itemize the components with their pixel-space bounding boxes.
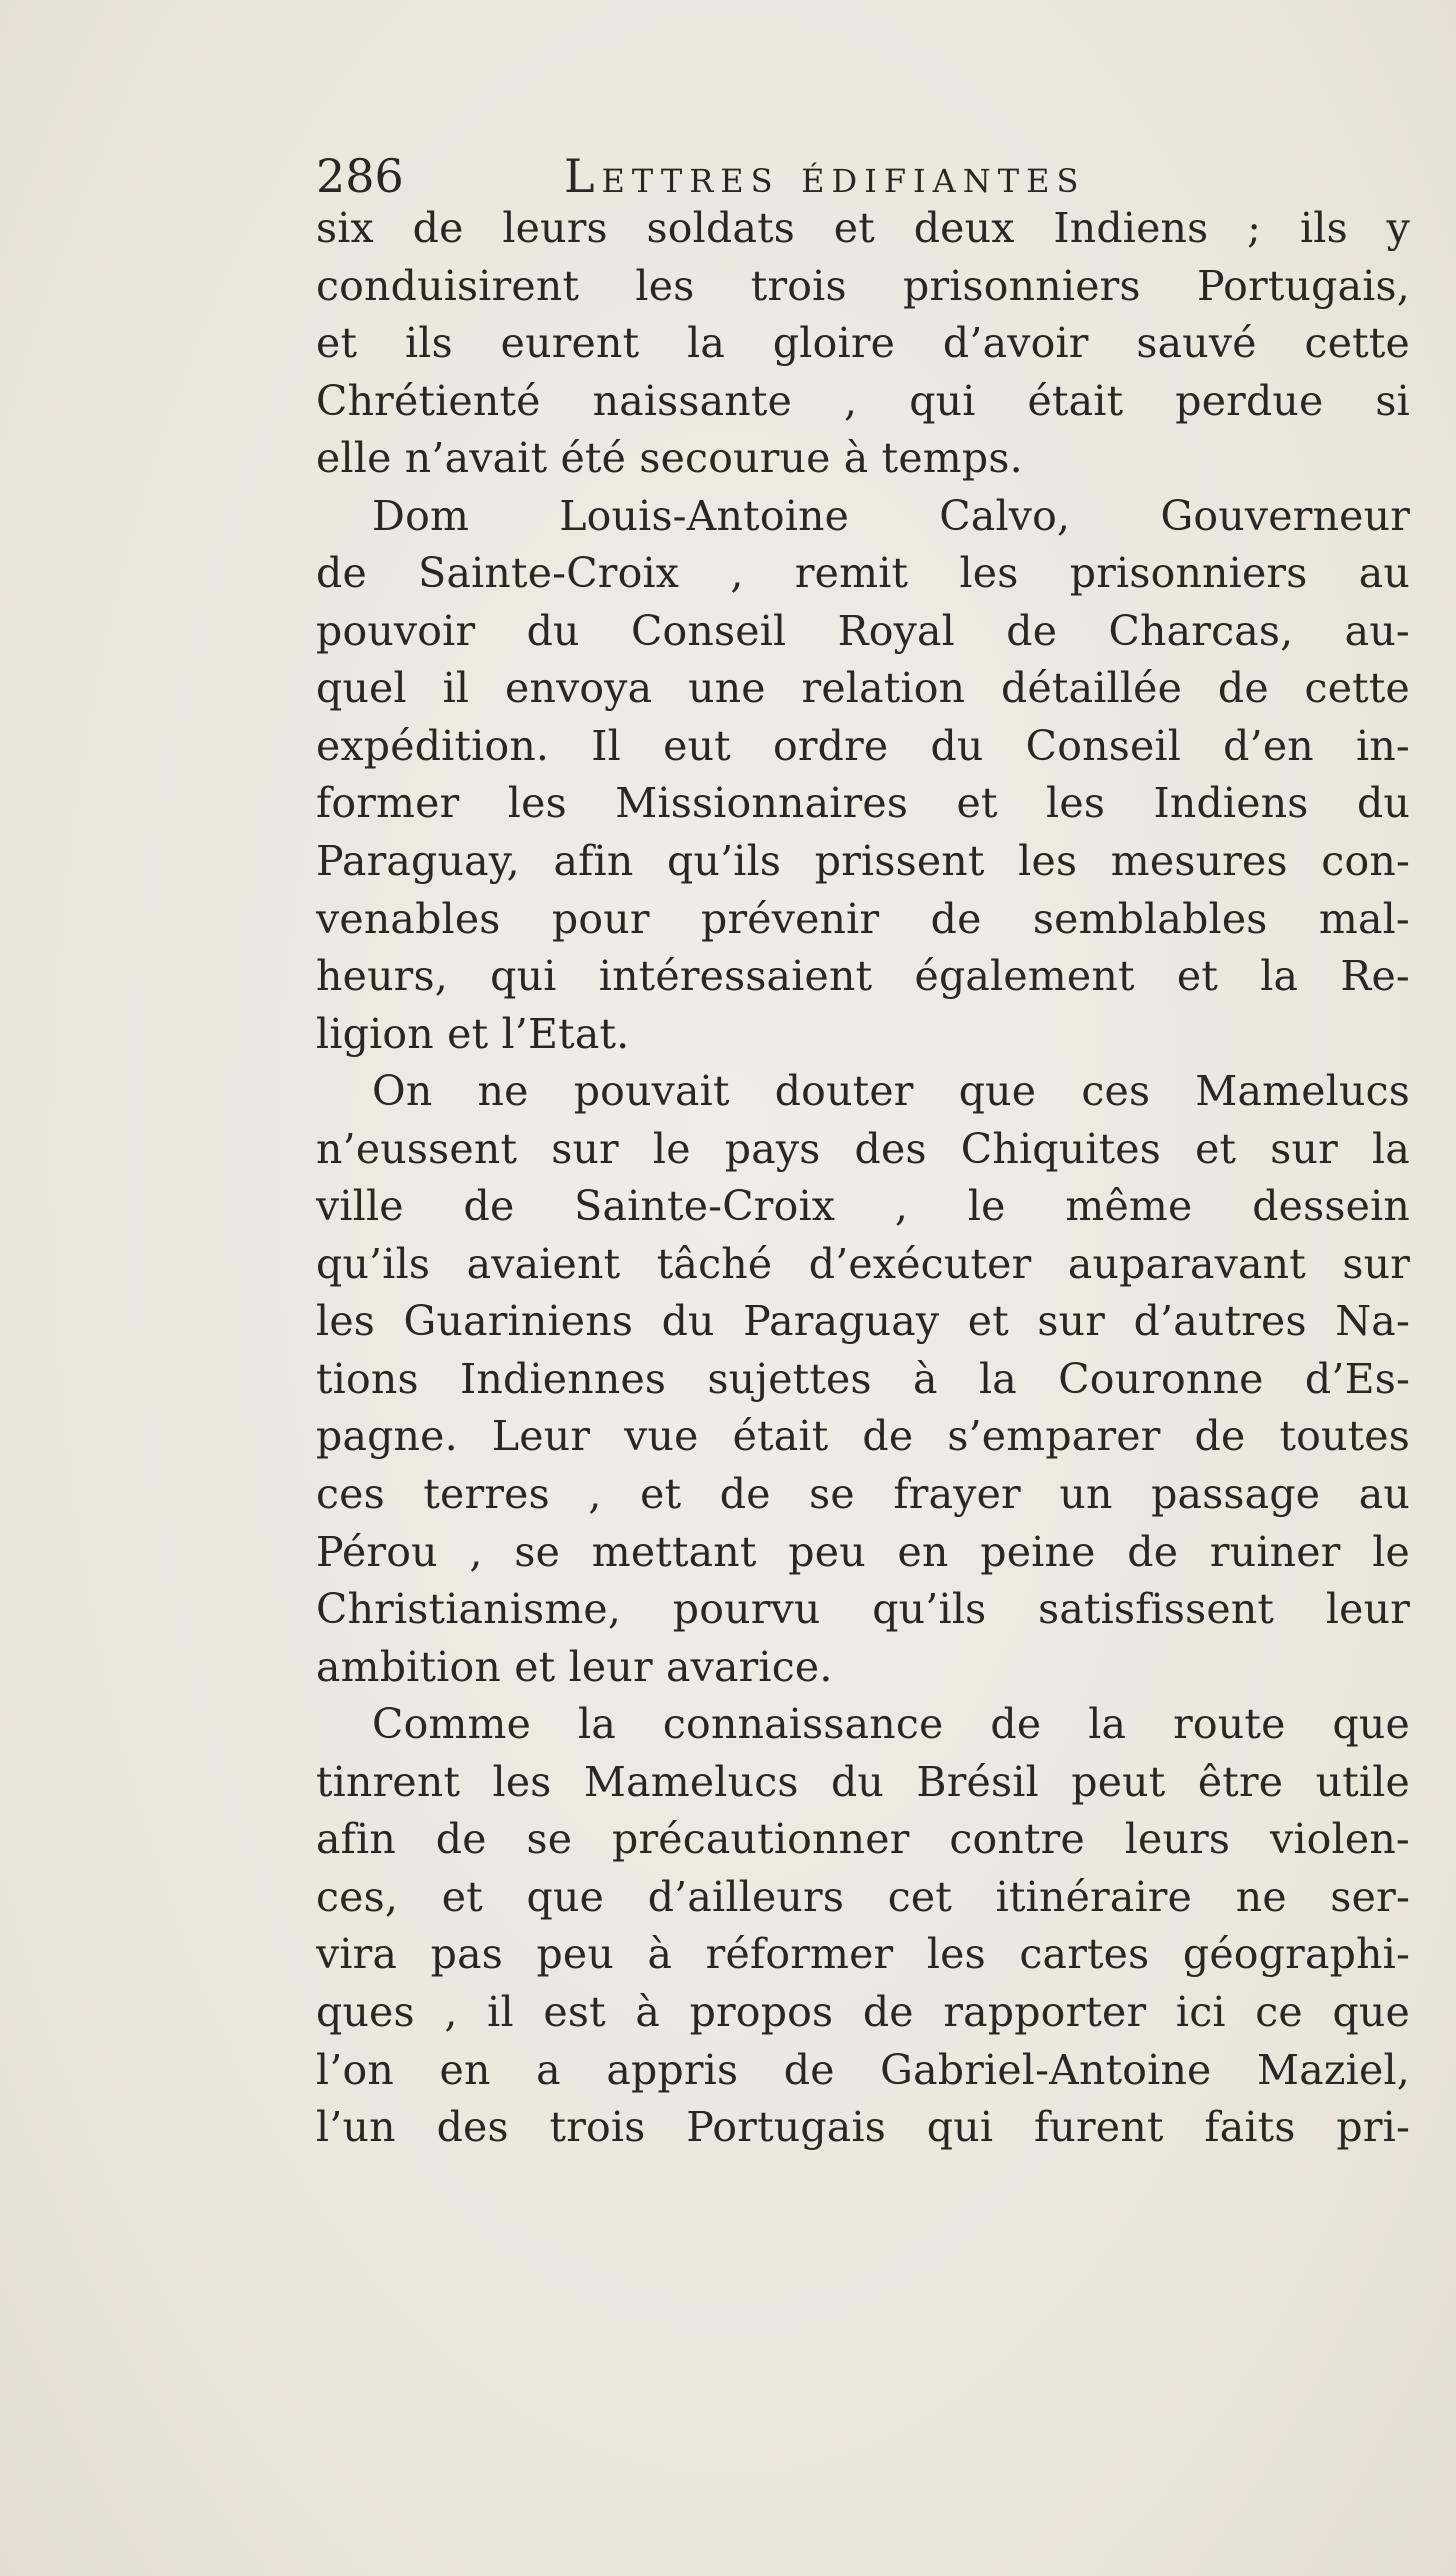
text-line: expédition. Il eut ordre du Conseil d’en in- — [316, 721, 1410, 770]
text-line: afin de se précautionner contre leurs violen- — [316, 1815, 1410, 1864]
text-line: former les Missionnaires et les Indiens du — [316, 779, 1410, 828]
text-line: venables pour prévenir de semblables mal- — [316, 894, 1410, 943]
text-line: tions Indiennes sujettes à la Couronne d’Es- — [316, 1354, 1410, 1403]
text-line: ques , il est à propos de rapporter ici ce que — [316, 1987, 1410, 2036]
text-line: elle n’avait été secourue à temps. — [316, 434, 1023, 483]
text-line: les Guariniens du Paraguay et sur d’autres Na- — [316, 1297, 1410, 1346]
text-line: ville de Sainte-Croix , le même dessein — [316, 1182, 1410, 1231]
text-line: pouvoir du Conseil Royal de Charcas, au- — [316, 606, 1410, 655]
text-line: six de leurs soldats et deux Indiens ; ils y — [316, 204, 1410, 252]
paragraph-start-line: Dom Louis-Antoine Calvo, Gouverneur — [372, 491, 1410, 540]
text-line: conduisirent les trois prisonniers Portugais, — [316, 261, 1410, 310]
text-line: Chrétienté naissante , qui était perdue si — [316, 376, 1410, 425]
text-line: vira pas peu à réformer les cartes géographi- — [316, 1930, 1410, 1979]
text-line: pagne. Leur vue était de s’emparer de toutes — [316, 1412, 1410, 1461]
page-number: 286 — [316, 149, 404, 203]
running-title: Lettres édifiantes — [564, 149, 1086, 203]
text-line: Paraguay, afin qu’ils prissent les mesures con- — [316, 837, 1410, 886]
text-line: heurs, qui intéressaient également et la Re- — [316, 952, 1410, 1001]
text-line: et ils eurent la gloire d’avoir sauvé cette — [316, 319, 1410, 368]
text-line: ambition et leur avarice. — [316, 1642, 833, 1691]
body-text — [316, 200, 1410, 2157]
text-line: l’un des trois Portugais qui furent faits pri- — [316, 2103, 1410, 2152]
text-line: qu’ils avaient tâché d’exécuter auparavant sur — [316, 1239, 1410, 1288]
text-line: ces terres , et de se frayer un passage au — [316, 1470, 1410, 1519]
text-line: l’on en a appris de Gabriel-Antoine Maziel, — [316, 2045, 1410, 2094]
text-line: ces, et que d’ailleurs cet itinéraire ne ser- — [316, 1872, 1410, 1921]
text-line: ligion et l’Etat. — [316, 1009, 630, 1058]
text-line: Christianisme, pourvu qu’ils satisfissent leur — [316, 1585, 1410, 1634]
text-line: de Sainte-Croix , remit les prisonniers au — [316, 549, 1410, 598]
text-line: n’eussent sur le pays des Chiquites et sur la — [316, 1124, 1410, 1173]
paragraph-start-line: On ne pouvait douter que ces Mamelucs — [372, 1067, 1410, 1116]
text-line: quel il envoya une relation détaillée de cette — [316, 664, 1410, 713]
page-header — [316, 146, 1416, 206]
paragraph-start-line: Comme la connaissance de la route que — [372, 1700, 1410, 1749]
text-line: Pérou , se mettant peu en peine de ruiner le — [316, 1527, 1410, 1576]
text-line: tinrent les Mamelucs du Brésil peut être utile — [316, 1757, 1410, 1806]
